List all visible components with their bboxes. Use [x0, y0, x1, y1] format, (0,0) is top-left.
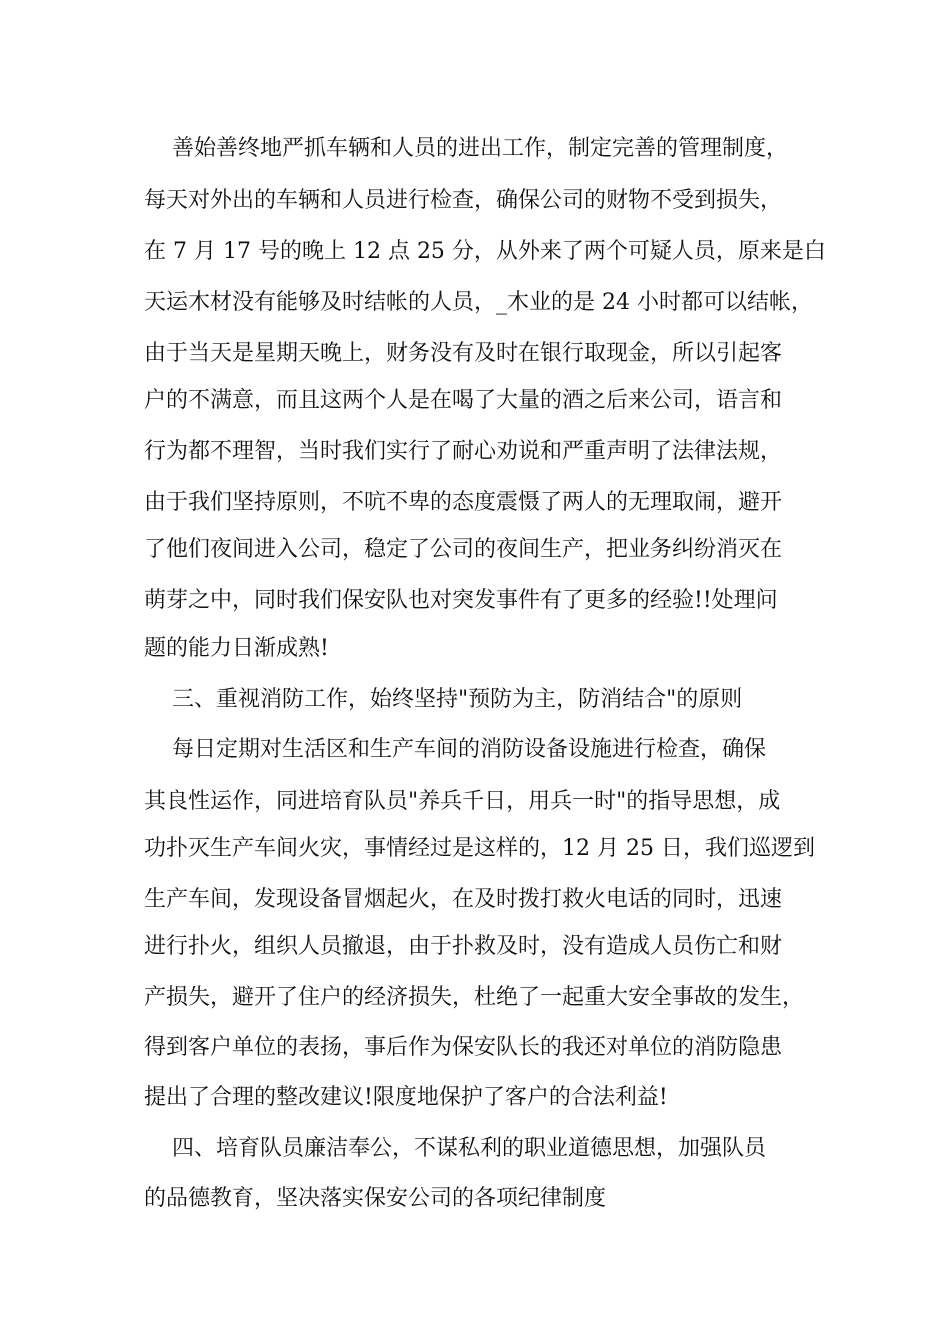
text-line: 提出了合理的整改建议!限度地保护了客户的合法利益!	[144, 1085, 668, 1110]
text-line: 善始善终地严抓车辆和人员的进出工作，制定完善的管理制度，	[144, 136, 788, 161]
text-line: 在 7 月 17 号的晚上 12 点 25 分，从外来了两个可疑人员，原来是白	[144, 239, 826, 264]
text-line: 题的能力日渐成熟!	[144, 636, 329, 661]
text-line: 了他们夜间进入公司，稳定了公司的夜间生产，把业务纠纷消灭在	[144, 537, 783, 562]
text-line: 天运木材没有能够及时结帐的人员，_木业的是 24 小时都可以结帐，	[144, 290, 813, 315]
text-line: 户的不满意，而且这两个人是在喝了大量的酒之后来公司，语言和	[144, 388, 783, 413]
text-line: 萌芽之中，同时我们保安队也对突发事件有了更多的经验!!处理问	[144, 588, 778, 613]
text-line: 由于当天是星期天晚上，财务没有及时在银行取现金，所以引起客	[144, 341, 783, 366]
text-line: 得到客户单位的表扬，事后作为保安队长的我还对单位的消防隐患	[144, 1035, 783, 1060]
text-line: 由于我们坚持原则，不吭不卑的态度震慑了两人的无理取闹，避开	[144, 490, 783, 515]
text-line: 的品德教育，坚决落实保安公司的各项纪律制度	[144, 1186, 607, 1211]
text-line: 生产车间，发现设备冒烟起火，在及时拨打救火电话的同时，迅速	[144, 887, 783, 912]
text-line: 其良性运作，同进培育队员"养兵千日，用兵一时"的指导思想，成	[144, 789, 781, 814]
text-line: 每天对外出的车辆和人员进行检查，确保公司的财物不受到损失，	[144, 188, 783, 213]
text-line: 每日定期对生活区和生产车间的消防设备设施进行检查，确保	[144, 737, 766, 762]
section-heading: 三、重视消防工作，始终坚持"预防为主，防消结合"的原则	[144, 687, 743, 712]
text-line: 行为都不理智，当时我们实行了耐心劝说和严重声明了法律法规，	[144, 439, 783, 464]
text-line: 进行扑火，组织人员撤退，由于扑救及时，没有造成人员伤亡和财	[144, 934, 783, 959]
section-heading: 四、培育队员廉洁奉公，不谋私利的职业道德思想，加强队员	[144, 1136, 766, 1161]
text-line: 产损失，避开了住户的经济损失，杜绝了一起重大安全事故的发生，	[144, 985, 805, 1010]
text-line: 功扑灭生产车间火灾，事情经过是这样的，12 月 25 日，我们巡逻到	[144, 836, 815, 861]
